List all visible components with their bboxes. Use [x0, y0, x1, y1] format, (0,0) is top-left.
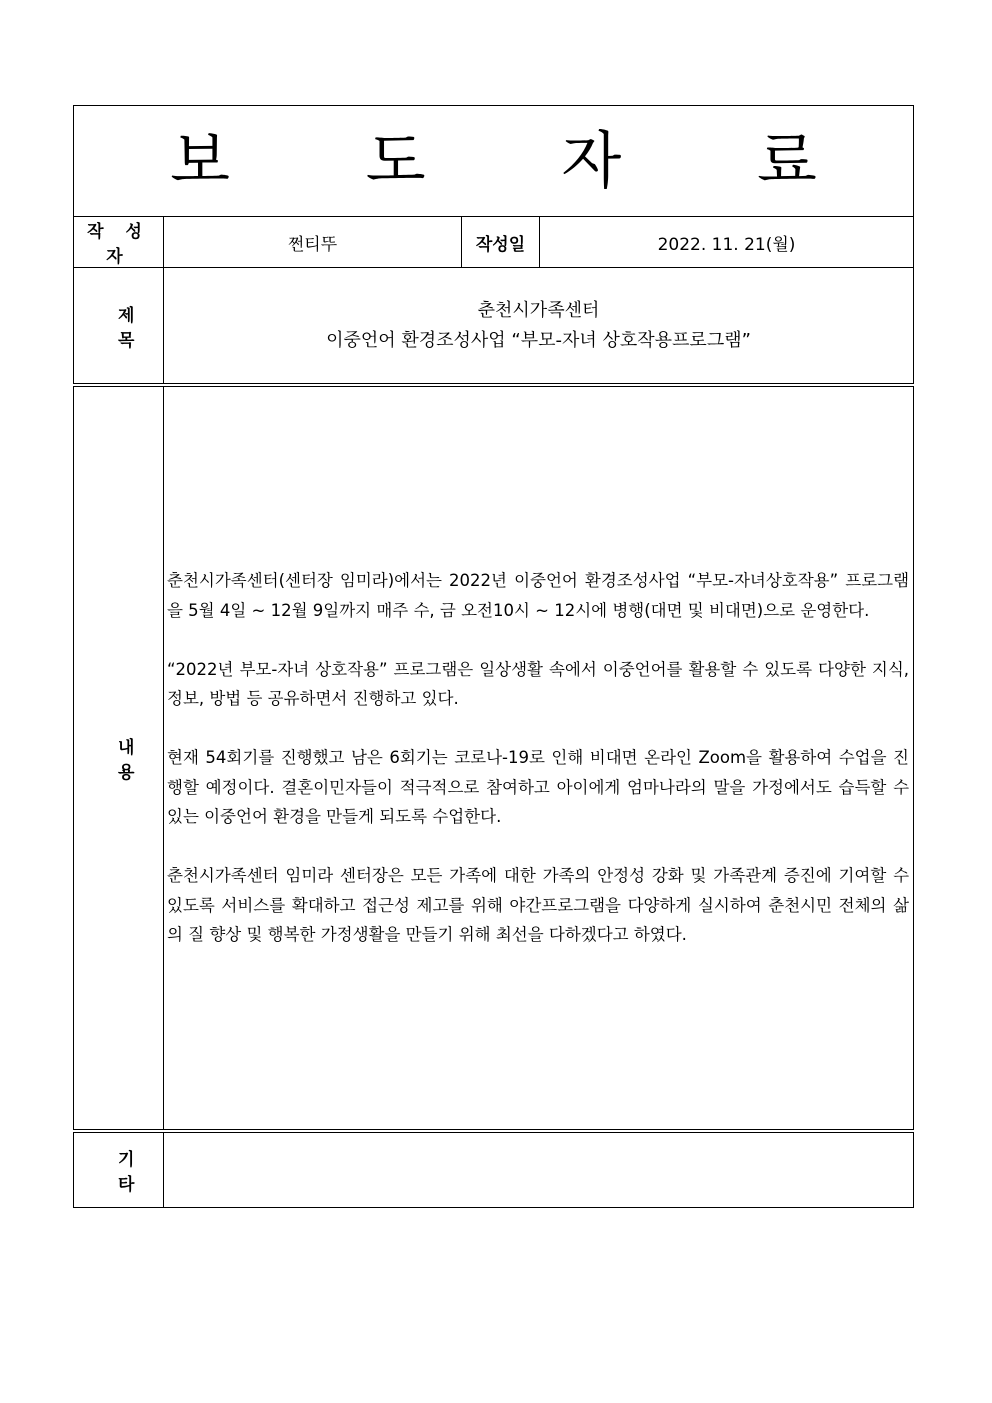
content-paragraph: “2022년 부모-자녀 상호작용” 프로그램은 일상생활 속에서 이중언어를 활용할 수 있도록 다양한 지식, 정보, 방법 등 공유하면서 진행하고 있다. [167, 659, 910, 709]
subject-line-1: 춘천시가족센터 [477, 299, 600, 321]
date-label: 작성일 [462, 217, 540, 268]
page-title: 보 도 자 료 [170, 124, 875, 197]
author-label: 작 성 자 [74, 217, 164, 268]
content-paragraph: 현재 54회기를 진행했고 남은 6회기는 코로나-19로 인해 비대면 온라인 Zoom을 활용하여 수업을 진행할 예정이다. 결혼이민자들이 적극적으로 참여하고 아이에게 엄마나라의 말을 가정에서도 습득할 수 있는 이중언어 환경을 만들게 되도록 수업한다. [167, 748, 910, 827]
press-release-table [73, 105, 914, 1208]
content-cell [164, 385, 914, 1131]
author-value: 쩐티뚜 [164, 217, 462, 268]
content-label: 내 용 [74, 385, 164, 1131]
etc-label: 기 타 [74, 1131, 164, 1208]
etc-value [164, 1131, 914, 1208]
subject-cell [164, 268, 914, 386]
date-value: 2022. 11. 21(월) [540, 217, 914, 268]
content-body [164, 566, 913, 950]
title-cell [74, 106, 914, 217]
subject-label: 제 목 [74, 268, 164, 386]
content-paragraph: 춘천시가족센터(센터장 임미라)에서는 2022년 이중언어 환경조성사업 “부모-자녀상호작용” 프로그램을 5월 4일 ~ 12월 9일까지 매주 수, 금 오전10시 ~ 12시에 병행(대면 및 비대면)으로 운영한다. [167, 571, 910, 620]
subject-line-2: 이중언어 환경조성사업 “부모-자녀 상호작용프로그램” [326, 329, 751, 351]
content-paragraph: 춘천시가족센터 임미라 센터장은 모든 가족에 대한 가족의 안정성 강화 및 가족관계 증진에 기여할 수 있도록 서비스를 확대하고 접근성 제고를 위해 야간프로그램을 다양하게 실시하여 춘천시민 전체의 삶의 질 향상 및 행복한 가정생활을 만들기 위해 최선을 다하겠다고 하였다. [167, 866, 910, 945]
